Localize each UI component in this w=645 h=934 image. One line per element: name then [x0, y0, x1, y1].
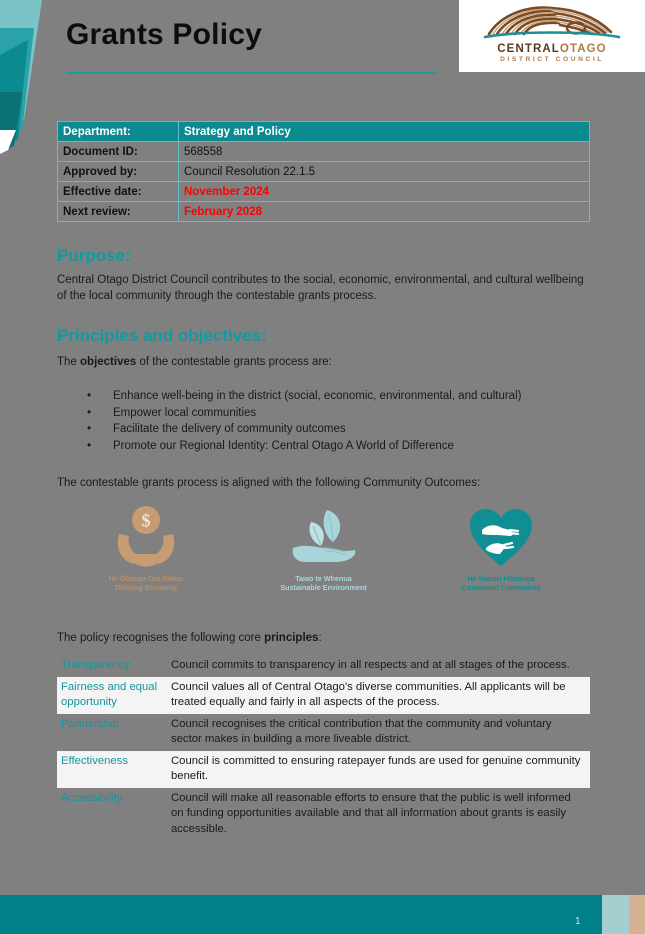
table-row [57, 655, 590, 677]
principle-term: Fairness and equal opportunity [57, 677, 167, 714]
logo-word-central: CENTRAL [497, 43, 560, 55]
outcome-art [248, 503, 398, 571]
objectives-intro [57, 354, 587, 370]
table-row [58, 122, 590, 142]
table-row [58, 162, 590, 182]
svg-text:$: $ [141, 510, 151, 531]
community-outcome-thriving-economy [71, 503, 221, 592]
list-item: • Facilitate the delivery of community outcomes [87, 421, 617, 438]
logo-word-otago: OTAGO [559, 43, 607, 55]
outcome-label-maori: Taiao te Whenua [295, 574, 352, 583]
footer-bar-tan [629, 895, 645, 934]
principle-term: Accessibility [61, 791, 123, 804]
table-row [57, 677, 590, 714]
page-number: 1 [575, 916, 581, 927]
outcome-label-english: Connected Community [461, 583, 541, 592]
document-footer [0, 895, 645, 934]
principle-description: Council commits to transparency in all respects and at all stages of the process. [171, 659, 570, 671]
outcome-label-maori: He Hapori Hōnonga [467, 574, 535, 583]
meta-key: Approved by: [58, 162, 179, 182]
meta-key: Department: [58, 122, 179, 142]
objectives-intro-suffix: of the contestable grants process are: [136, 356, 332, 368]
core-principles-table [57, 655, 590, 840]
table-row [58, 182, 590, 202]
title-underline [66, 72, 438, 74]
core-principles-intro-suffix: : [318, 632, 322, 644]
table-row [57, 714, 590, 751]
meta-key: Next review: [58, 202, 179, 222]
hand-holding-leaves-icon [283, 504, 363, 570]
hands-holding-coin-icon [109, 504, 183, 570]
table-row [57, 751, 590, 788]
meta-value: Strategy and Policy [179, 122, 590, 142]
table-row [58, 202, 590, 222]
meta-value: February 2028 [179, 202, 590, 222]
list-item: • Enhance well-being in the district (social, economic, environmental, and cultural) [87, 388, 617, 405]
principle-description: Council values all of Central Otago's diverse communities. All applicants will be treated equally and fairly in all aspects of the process. [167, 677, 590, 714]
table-row [58, 142, 590, 162]
principle-term: Partnership [61, 717, 119, 730]
document-header [0, 0, 645, 92]
otago-hills-logo-icon [477, 4, 627, 42]
logo-wordmark [497, 43, 606, 55]
principle-description: Council recognises the critical contribution that the community and voluntary sector makes in building a more liveable district. [171, 717, 552, 745]
purpose-heading: Purpose: [57, 246, 131, 265]
logo-subtitle: DISTRICT COUNCIL [500, 56, 604, 63]
community-outcomes-intro: The contestable grants process is aligned with the following Community Outcomes: [57, 477, 481, 489]
principle-term: Transparency [61, 659, 130, 671]
community-outcomes-row [57, 503, 590, 592]
core-principles-intro-bold: principles [264, 632, 319, 644]
meta-value: November 2024 [179, 182, 590, 202]
page-title: Grants Policy [66, 18, 263, 51]
outcome-label-maori: He Ōhanga Ora Rātou [108, 574, 184, 583]
outcome-art [71, 503, 221, 571]
footer-bar-teal [0, 895, 602, 934]
purpose-body: Central Otago District Council contributes to the social, economic, environmental, and cultural wellbeing of the local community through the contestable grants process. [57, 274, 584, 302]
meta-value: 568558 [179, 142, 590, 162]
community-outcome-sustainable-environment [248, 503, 398, 592]
objectives-intro-bold: objectives [80, 356, 137, 368]
heart-with-hands-icon [466, 504, 536, 570]
meta-key: Document ID: [58, 142, 179, 162]
principle-description: Council will make all reasonable efforts to ensure that the public is well informed on funding opportunities available and that all information about grants is easily accessible. [171, 791, 571, 835]
core-principles-intro [57, 630, 587, 646]
list-item: • Empower local communities [87, 405, 617, 422]
table-row [57, 788, 590, 841]
core-principles-intro-prefix: The policy recognises the following core [57, 632, 265, 644]
outcome-art [426, 503, 576, 571]
meta-value: Council Resolution 22.1.5 [179, 162, 590, 182]
objectives-intro-prefix: The [57, 356, 81, 368]
list-item: • Promote our Regional Identity: Central Otago A World of Difference [87, 438, 617, 455]
outcome-label-english: Sustainable Environment [280, 583, 367, 592]
objectives-list [57, 388, 617, 454]
meta-key: Effective date: [58, 182, 179, 202]
principle-term: Effectiveness [57, 751, 167, 788]
council-logo [459, 0, 645, 72]
footer-bar-light-blue [602, 895, 629, 934]
community-outcome-connected-community [426, 503, 576, 592]
principles-objectives-heading: Principles and objectives: [57, 326, 267, 345]
principle-description: Council is committed to ensuring ratepayer funds are used for genuine community benefit. [167, 751, 590, 788]
outcome-label-english: Thriving Economy [114, 583, 178, 592]
document-metadata-table [57, 121, 590, 222]
